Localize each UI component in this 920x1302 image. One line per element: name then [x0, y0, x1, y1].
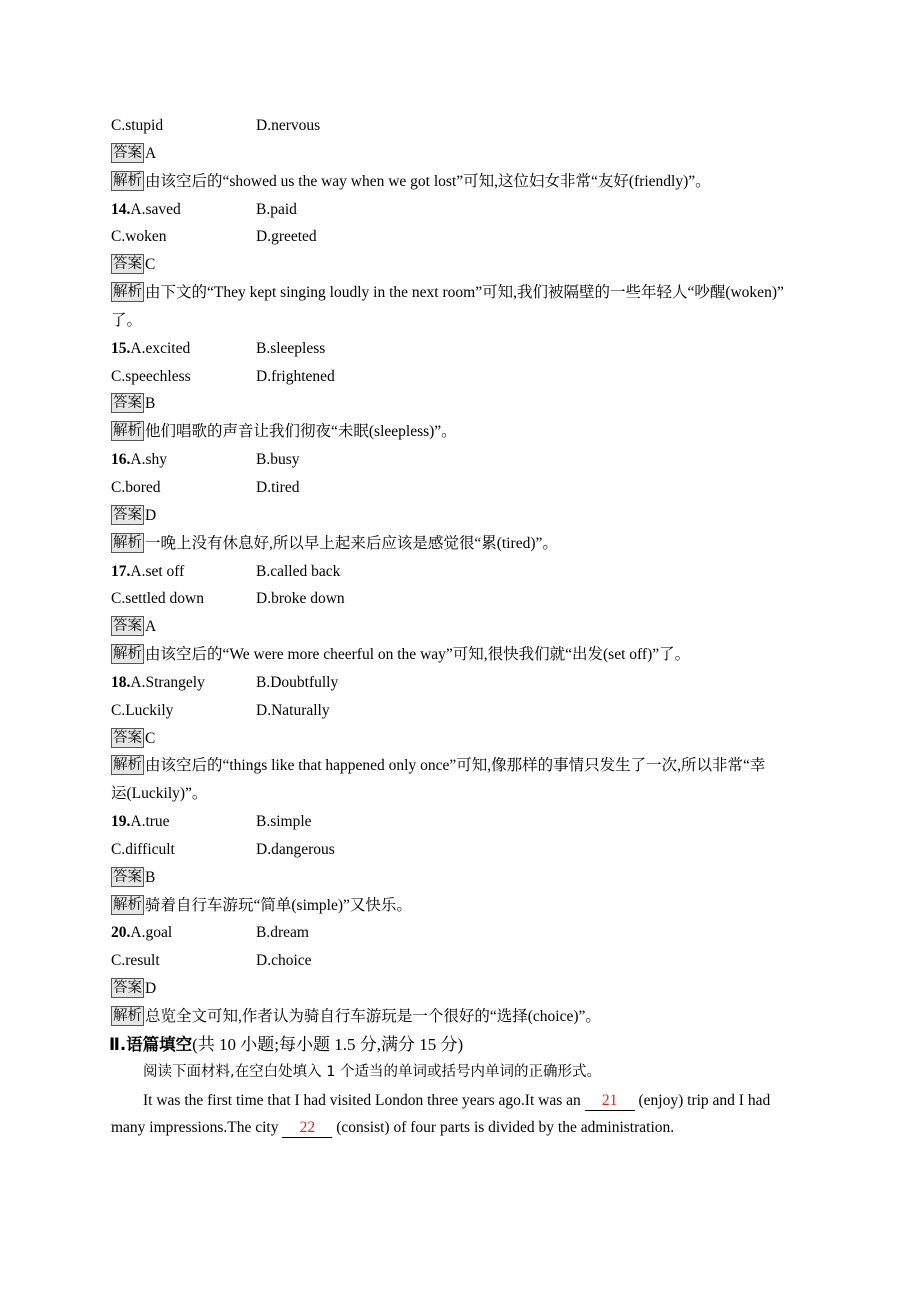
answer-line	[111, 390, 811, 418]
question-options-ab	[111, 196, 811, 224]
analysis-text: 总览全文可知,作者认为骑自行车游玩是一个很好的“选择(choice)”。	[145, 1008, 601, 1025]
option-a	[111, 919, 256, 947]
analysis-line	[111, 752, 811, 780]
passage-text: (consist) of four parts is divided by the administration.	[332, 1119, 675, 1137]
question-options-cd	[111, 836, 811, 864]
answer-line	[111, 251, 811, 279]
question-number: 17.	[111, 562, 131, 580]
analysis-label: 解析	[113, 534, 142, 551]
section-title: Ⅱ.语篇填空	[109, 1034, 193, 1054]
analysis-label: 解析	[113, 423, 142, 440]
question-options-cd	[111, 474, 811, 502]
option-d: D.tired	[256, 478, 300, 496]
question-options-cd	[111, 363, 811, 391]
question-options-cd	[111, 112, 811, 140]
analysis-label: 解析	[113, 172, 142, 189]
option-d: D.nervous	[256, 117, 321, 134]
option-a-text: A.saved	[130, 200, 181, 218]
answer-value: C	[145, 256, 156, 274]
option-c: C.speechless	[111, 367, 191, 385]
blank-22: 22	[282, 1119, 332, 1138]
answer-value: B	[145, 868, 156, 886]
answer-label: 答案	[113, 144, 142, 161]
answer-label: 答案	[113, 618, 142, 635]
option-a	[111, 669, 256, 697]
question-number: 20.	[111, 924, 131, 942]
option-a-text: A.set off	[130, 562, 185, 580]
question-number: 16.	[111, 451, 131, 469]
analysis-line	[111, 892, 811, 920]
answer-label: 答案	[113, 868, 142, 885]
analysis-label: 解析	[113, 757, 142, 774]
question-options-ab	[111, 558, 811, 586]
question-options-cd	[111, 697, 811, 725]
question-options-cd	[111, 585, 811, 613]
analysis-line	[111, 1003, 811, 1031]
question-number: 15.	[111, 339, 131, 357]
option-c: C.bored	[111, 478, 161, 496]
question-options-ab	[111, 446, 811, 474]
option-a	[111, 558, 256, 586]
passage-text: (enjoy) trip and I had	[634, 1091, 771, 1109]
option-c: C.difficult	[111, 840, 175, 858]
analysis-text-cont: 了。	[111, 311, 143, 329]
question-options-ab	[111, 335, 811, 363]
answer-value: D	[145, 506, 157, 524]
option-b: B.simple	[256, 813, 312, 831]
analysis-text: 由该空后的“things like that happened only once”可知,像那样的事情只发生了一次,所以非常“幸	[145, 757, 766, 775]
option-a-text: A.excited	[130, 339, 191, 357]
question-options-cd	[111, 947, 811, 975]
option-c: C.stupid	[111, 117, 164, 134]
answer-line	[111, 502, 811, 530]
answer-value: A	[145, 144, 157, 162]
answer-line	[111, 140, 811, 168]
question-options-ab	[111, 669, 811, 697]
analysis-text: 一晚上没有休息好,所以早上起来后应该是感觉很“累(tired)”。	[145, 534, 558, 552]
question-number: 14.	[111, 200, 131, 218]
analysis-line	[111, 279, 811, 307]
option-a	[111, 335, 256, 363]
passage-line-2	[111, 1114, 811, 1142]
option-d: D.broke down	[256, 590, 345, 608]
analysis-line	[111, 168, 811, 196]
analysis-text-cont: 运(Luckily)”。	[111, 785, 208, 803]
option-b: B.paid	[256, 200, 297, 218]
option-d: D.Naturally	[256, 701, 330, 719]
answer-line	[111, 975, 811, 1003]
document-body	[111, 112, 811, 1142]
question-options-ab	[111, 808, 811, 836]
analysis-line	[111, 418, 811, 446]
option-c: C.result	[111, 952, 160, 970]
answer-label: 答案	[113, 980, 142, 997]
question-number: 18.	[111, 673, 131, 691]
analysis-line	[111, 530, 811, 558]
option-a	[111, 446, 256, 474]
answer-label: 答案	[113, 256, 142, 273]
analysis-line-cont	[111, 307, 811, 335]
answer-label: 答案	[113, 395, 142, 412]
option-b: B.busy	[256, 451, 300, 469]
question-number: 19.	[111, 813, 131, 831]
blank-21: 21	[585, 1092, 635, 1111]
passage-text: many impressions.The city	[111, 1119, 283, 1137]
option-a	[111, 196, 256, 224]
analysis-text: 他们唱歌的声音让我们彻夜“未眠(sleepless)”。	[145, 423, 457, 441]
question-options-ab	[111, 919, 811, 947]
answer-line	[111, 725, 811, 753]
option-a-text: A.Strangely	[130, 673, 205, 691]
analysis-label: 解析	[113, 284, 142, 301]
option-d: D.dangerous	[256, 840, 335, 858]
option-b: B.sleepless	[256, 339, 326, 357]
option-b: B.called back	[256, 562, 341, 580]
option-c: C.woken	[111, 228, 167, 246]
answer-line	[111, 613, 811, 641]
option-a-text: A.true	[130, 813, 170, 831]
analysis-line	[111, 641, 811, 669]
answer-label: 答案	[113, 506, 142, 523]
answer-value: B	[145, 395, 156, 413]
option-b: B.Doubtfully	[256, 673, 339, 691]
option-a	[111, 808, 256, 836]
analysis-label: 解析	[113, 646, 142, 663]
section-instruction	[111, 1059, 811, 1087]
option-a-text: A.shy	[130, 451, 167, 469]
option-d: D.frightened	[256, 367, 335, 385]
analysis-text: 由该空后的“showed us the way when we got lost”可知,这位妇女非常“友好(friendly)”。	[145, 172, 711, 190]
analysis-label: 解析	[113, 896, 142, 913]
analysis-line-cont	[111, 780, 811, 808]
analysis-text: 骑着自行车游玩“简单(simple)”又快乐。	[145, 896, 412, 914]
answer-value: C	[145, 729, 156, 747]
passage-text: It was the first time that I had visited London three years ago.It was an	[143, 1091, 585, 1109]
answer-value: D	[145, 980, 157, 998]
instruction-text: 阅读下面材料,在空白处填入 1 个适当的单词或括号内单词的正确形式。	[143, 1063, 602, 1080]
option-b: B.dream	[256, 924, 309, 942]
answer-value: A	[145, 618, 157, 636]
analysis-text: 由下文的“They kept singing loudly in the next room”可知,我们被隔壁的一些年轻人“吵醒(woken)”	[145, 284, 784, 302]
option-d: D.choice	[256, 952, 312, 970]
answer-line	[111, 864, 811, 892]
option-a-text: A.goal	[130, 924, 173, 942]
analysis-text: 由该空后的“We were more cheerful on the way”可知,很快我们就“出发(set off)”了。	[145, 646, 691, 664]
section-heading	[109, 1031, 811, 1059]
question-options-cd	[111, 223, 811, 251]
option-c: C.Luckily	[111, 701, 174, 719]
analysis-label: 解析	[113, 1008, 142, 1024]
option-d: D.greeted	[256, 228, 317, 246]
section-scoring: (共 10 小题;每小题 1.5 分,满分 15 分)	[192, 1034, 464, 1054]
option-c: C.settled down	[111, 590, 204, 608]
passage-line-1	[111, 1087, 811, 1115]
answer-label: 答案	[113, 729, 142, 746]
